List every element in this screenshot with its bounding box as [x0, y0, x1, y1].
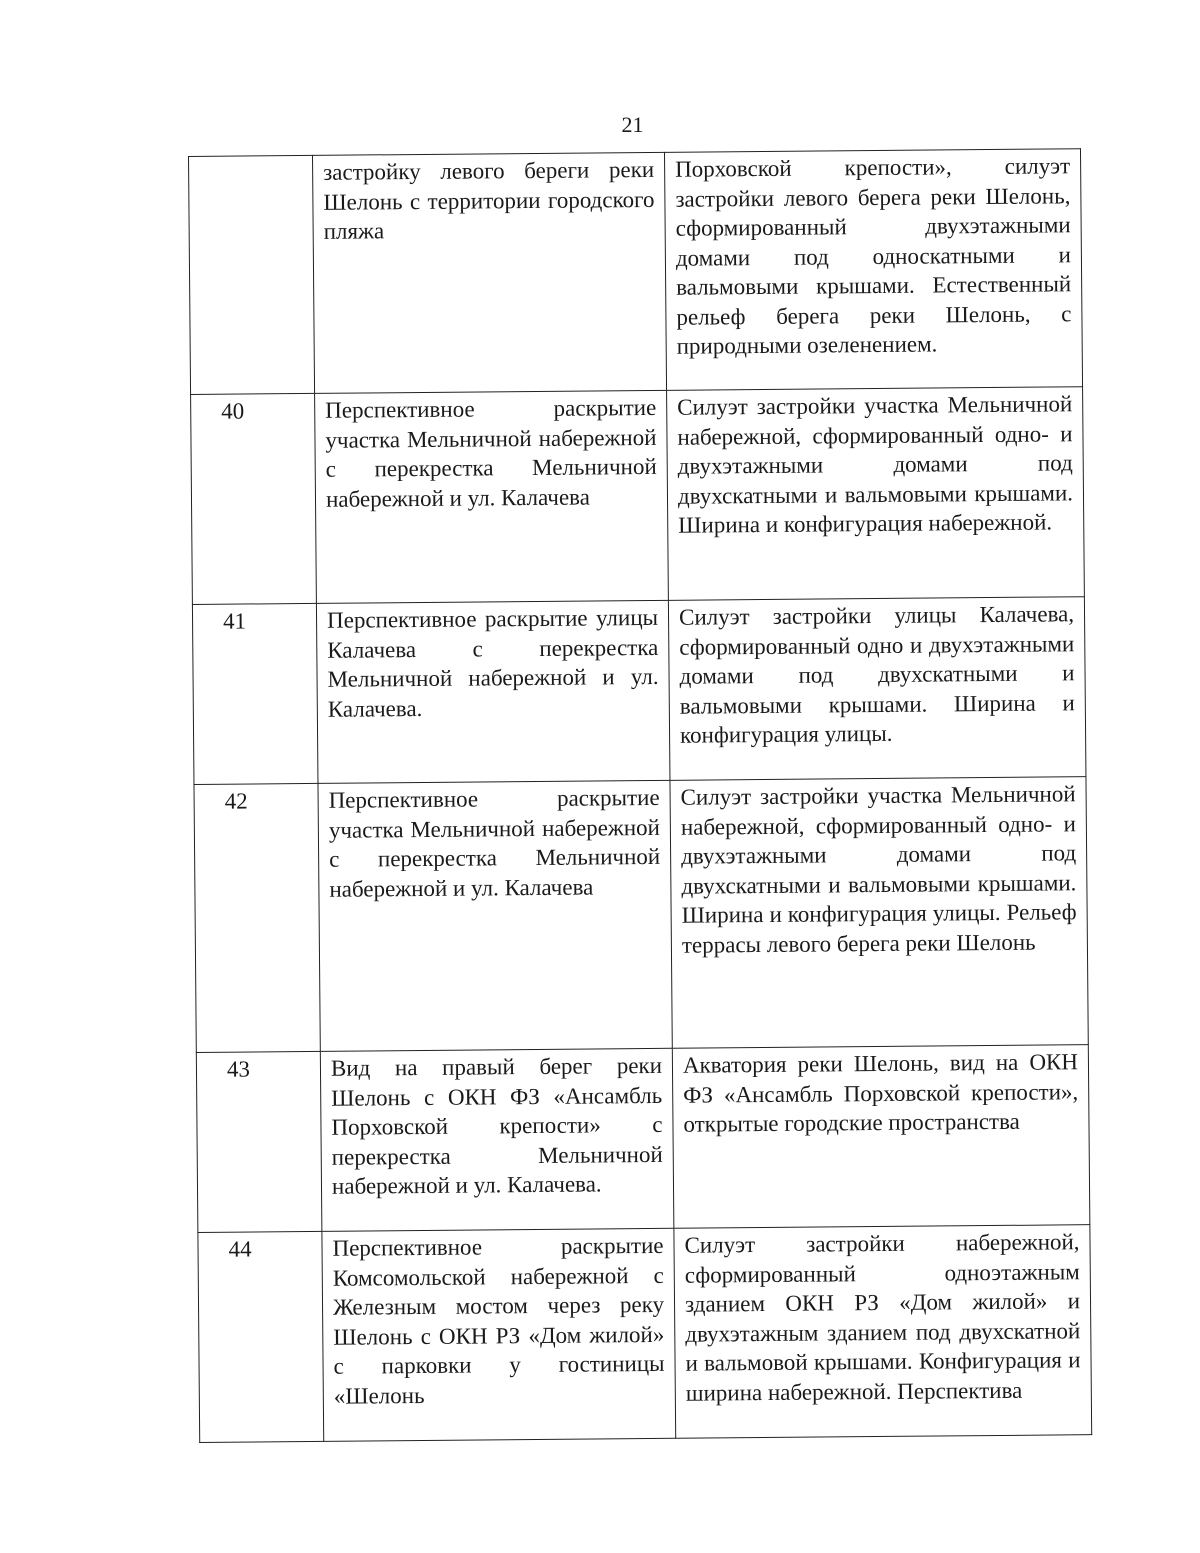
table-row [194, 777, 1088, 1053]
viewpoint-cell: застройку левого береги реки Шелонь с территории городского пляжа [312, 152, 666, 393]
table-row [189, 149, 1083, 395]
table-row [196, 1045, 1090, 1233]
description-cell: Силуэт застройки участка Мельничной набережной, сформированный одно- и двухэтажными домами под двухскатными и вальмовыми крышами. Ширина и конфигурация набережной. [667, 387, 1085, 601]
viewpoints-table [188, 148, 1092, 1443]
row-number: 43 [196, 1051, 322, 1232]
row-number: 42 [194, 783, 320, 1052]
row-number: 41 [192, 603, 318, 784]
viewpoint-cell: Перспективное раскрытие Комсомольской набережной с Железным мостом через реку Шелонь с ОКН РЗ «Дом жилой» с парковки у гостиницы «Шелонь [322, 1228, 676, 1441]
description-cell: Силуэт застройки набережной, сформированный одноэтажным зданием ОКН РЗ «Дом жилой» и двухэтажным зданием под двухскатной и вальмовой крышами. Конфигурация и ширина набережной. Перспектива [674, 1225, 1092, 1439]
table-row [192, 597, 1086, 785]
row-number: 44 [198, 1231, 324, 1442]
table-row [191, 387, 1085, 605]
description-cell: Порховской крепости», силуэт застройки левого берега реки Шелонь, сформированный двухэтажными домами под односкатными и вальмовыми крышами. Естественный рельеф берега реки Шелонь, с природными озеленением. [664, 149, 1082, 391]
row-number: 40 [191, 393, 317, 604]
viewpoint-cell: Перспективное раскрытие улицы Калачева с перекрестка Мельничной набережной и ул. Калачева. [316, 600, 670, 783]
table-row [198, 1225, 1092, 1443]
viewpoint-cell: Перспективное раскрытие участка Мельничной набережной с перекрестка Мельничной набережной и ул. Калачева [318, 780, 672, 1051]
row-number [189, 155, 315, 394]
description-cell: Акватория реки Шелонь, вид на ОКН ФЗ «Ансамбль Порховской крепости», открытые городские пространства [672, 1045, 1090, 1229]
viewpoint-cell: Вид на правый берег реки Шелонь с ОКН ФЗ «Ансамбль Порховской крепости» с перекрестка Мельничной набережной и ул. Калачева. [320, 1048, 674, 1231]
description-cell: Силуэт застройки улицы Калачева, сформированный одно и двухэтажными домами под двухскатными и вальмовыми крышами. Ширина и конфигурация улицы. [668, 597, 1086, 781]
viewpoint-cell: Перспективное раскрытие участка Мельничной набережной с перекрестка Мельничной набережной и ул. Калачева [315, 390, 669, 603]
page-number: 21 [621, 112, 644, 137]
description-cell: Силуэт застройки участка Мельничной набережной, сформированный одно- и двухэтажными домами под двухскатными и вальмовыми крышами. Ширина и конфигурация улицы. Рельеф террасы левого берега реки Шелонь [670, 777, 1088, 1049]
